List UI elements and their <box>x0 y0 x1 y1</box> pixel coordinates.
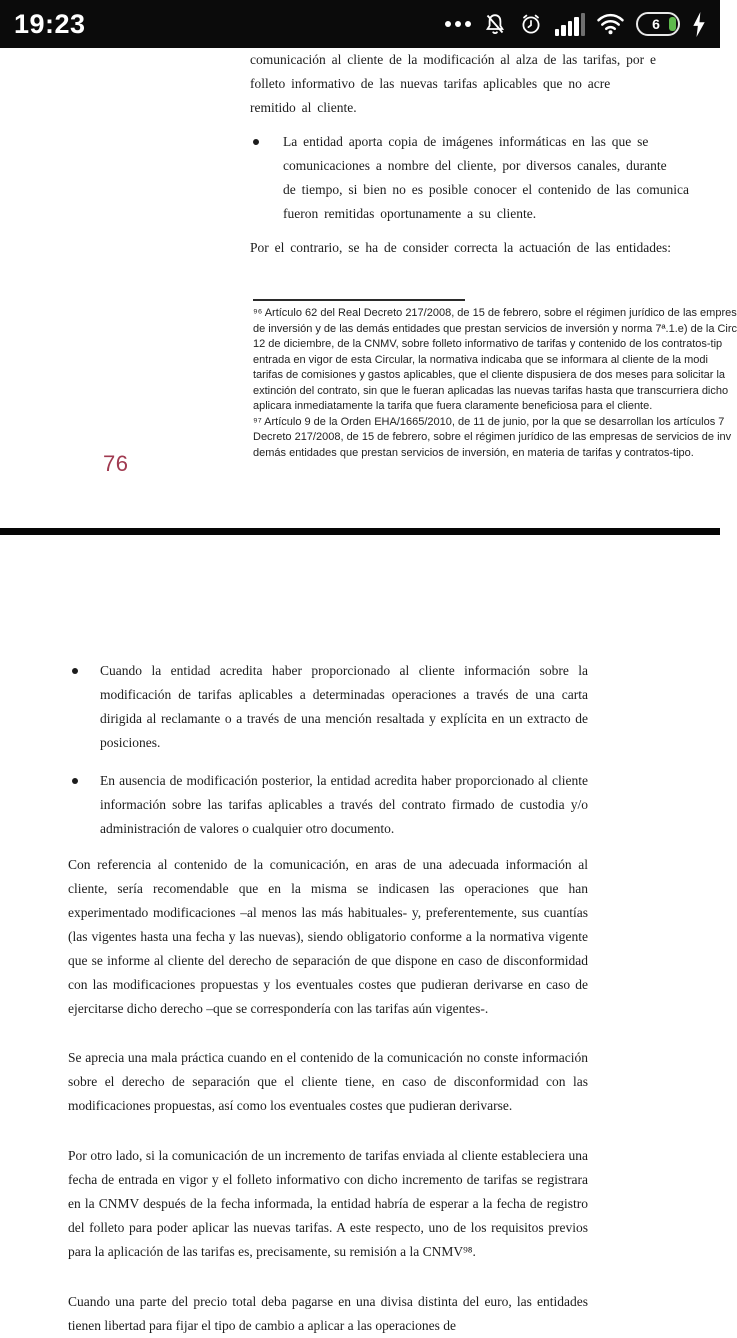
charging-bolt-icon <box>692 12 706 37</box>
clock-text: 19:23 <box>14 8 86 39</box>
page-number: 76 <box>103 451 129 476</box>
battery-icon <box>636 12 680 36</box>
bullet-item <box>68 769 588 841</box>
paragraph: Con referencia al contenido de la comunicación, en aras de una adecuada información al cliente, sería recomendable que en la misma se indicasen las operaciones que han experimentado modificaciones –al menos las más habituales- y, preferentemente, sus cuantías (las vigentes hasta una fecha y las nuevas), siendo obligatorio conforme a la normativa vigente que se informe al cliente del derecho de separación de que dispone en caso de disconformidad con las modificaciones propuestas y los eventuales costes que pudieran derivarse en caso de ejercitarse dicho derecho –que se correspondería con las tarifas aún vigentes-. <box>68 857 588 1016</box>
paragraph: Se aprecia una mala práctica cuando en el contenido de la comunicación no conste información sobre el derecho de separación que el cliente tiene, en caso de disconformidad con las modificaciones propuestas, así como los eventuales costes que pudieran derivarse. <box>68 1050 588 1113</box>
bullet-item <box>250 130 689 226</box>
battery-level: 6 <box>652 16 660 32</box>
pdf-scroll-area[interactable] <box>0 48 737 1333</box>
pdf-page-76 <box>0 48 737 528</box>
footnote-separator <box>253 299 465 301</box>
closing-line: Por el contrario, se ha de consider correcta la actuación de las entidades: <box>250 240 671 255</box>
bullet-text: Cuando la entidad acredita haber proporcionado al cliente información sobre la modificación de tarifas aplicables a determinadas operaciones a través de una carta dirigida al reclamante o a través de una mención resaltada y explícita en un extracto de posiciones. <box>100 663 588 750</box>
status-bar <box>0 0 720 48</box>
cell-signal-icon <box>555 12 586 36</box>
page76-body-text <box>250 48 689 260</box>
pdf-page-77 <box>0 535 720 1333</box>
battery-charge-fill <box>669 17 676 31</box>
footnote-97: ⁹⁷ Artículo 9 de la Orden EHA/1665/2010, de 11 de junio, por la que se desarrollan los artículos 7 Decreto 217/2008, de 15 de febrero, sobre el régimen jurídico de las empresas de servicios de inv demás entidades que prestan servicios de inversión, en materia de tarifas y contratos-tipo. <box>253 415 732 459</box>
bullet-text: En ausencia de modificación posterior, la entidad acredita haber proporcionado al cliente información sobre las tarifas aplicables a través del contrato firmado de custodia y/o administración de valores o cualquier otro documento. <box>100 773 588 836</box>
bullet-dot-icon <box>72 668 78 674</box>
notifications-muted-icon <box>483 12 507 36</box>
wifi-icon <box>597 13 624 35</box>
status-icons <box>445 0 707 48</box>
footnotes <box>253 306 737 461</box>
paragraph: Por otro lado, si la comunicación de un incremento de tarifas enviada al cliente estableciera una fecha de entrada en vigor y el folleto informativo con dicho incremento de tarifas se registrara en la CNMV después de la fecha informada, la entidad habría de esperar a la fecha de registro del folleto para poder aplicar las nuevas tarifas. A este respecto, uno de los requisitos previos para la aplicación de las tarifas es, precisamente, su remisión a la CNMV⁹⁸. <box>68 1148 588 1259</box>
page-gap-divider <box>0 528 720 535</box>
bullet-dot-icon <box>72 778 78 784</box>
bullet-text: La entidad aporta copia de imágenes informáticas en las que se comunicaciones a nombre del cliente, por diversos canales, durante de tiempo, si bien no es posible conocer el contenido de las comunica fueron remitidas oportunamente a su cliente. <box>283 134 690 221</box>
bullet-item <box>68 659 588 755</box>
overflow-dots-icon <box>445 21 471 27</box>
alarm-clock-icon <box>519 12 543 36</box>
paragraph: Cuando una parte del precio total deba pagarse en una divisa distinta del euro, las entidades tienen libertad para fijar el tipo de cambio a aplicar a las operaciones de <box>68 1294 588 1333</box>
paragraph: comunicación al cliente de la modificación al alza de las tarifas, por e folleto informativo de las nuevas tarifas aplicables que no acre remitido al cliente. <box>250 52 656 115</box>
bullet-dot-icon <box>253 139 259 145</box>
footnote-96: ⁹⁶ Artículo 62 del Real Decreto 217/2008, de 15 de febrero, sobre el régimen jurídico de las empres de inversión y de las demás entidades que prestan servicios de inversión y norma 7ª.1.e) de la Circ 12 de diciembre, de la CNMV, sobre folleto informativo de tarifas y contenido de los contratos-tip entrada en vigor de esta Circular, la normativa indicaba que se informara al cliente de la modi tarifas de comisiones y gastos aplicables, que el cliente dispusiera de dos meses para solicitar la extinción del contrato, sin que le fueran aplicadas las nuevas tarifas hasta que transcurriera dicho aplicara inmediatamente la tarifa que fuera claramente beneficiosa para el cliente. <box>253 307 737 412</box>
